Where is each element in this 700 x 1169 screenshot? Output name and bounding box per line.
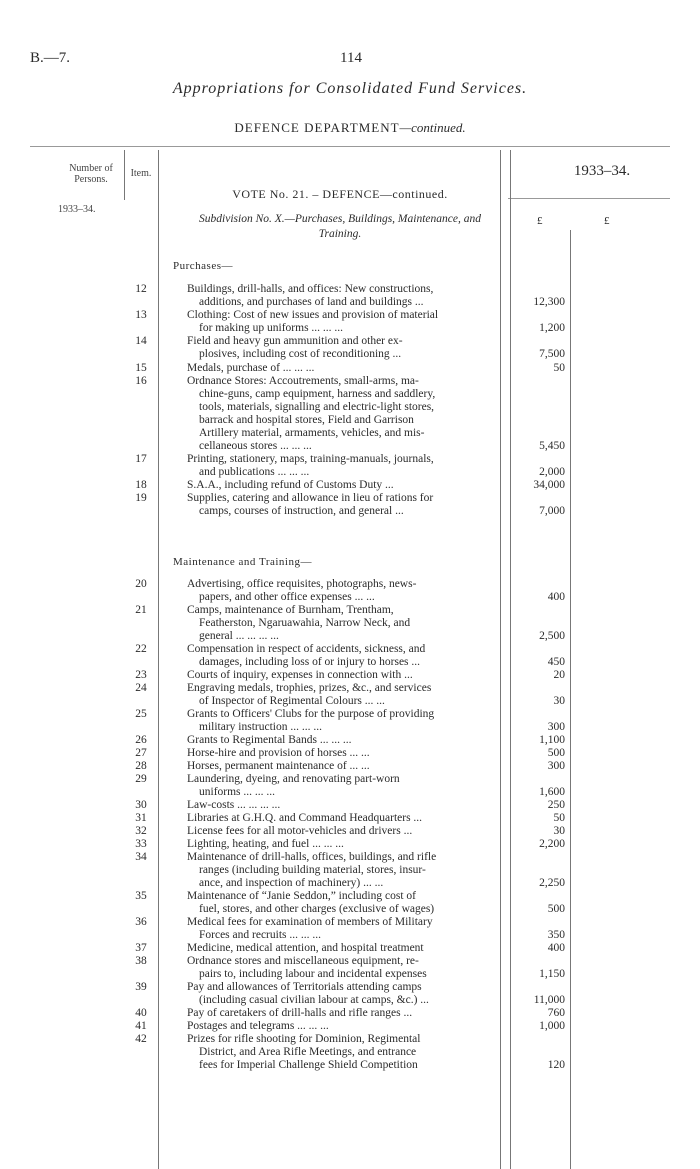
description-line: damages, including loss of or injury to horses ...: [199, 656, 421, 668]
item-description: [187, 773, 497, 799]
item-description: [187, 708, 497, 734]
description-line: fees for Imperial Challenge Shield Competition: [199, 1059, 418, 1071]
item-description: [187, 851, 497, 890]
item-amount: 1,100: [539, 734, 565, 746]
item-description: [187, 479, 497, 492]
persons-divider: [124, 150, 125, 200]
year-rule: [508, 198, 670, 199]
description-line: Supplies, catering and allowance in lieu of rations for: [187, 492, 434, 505]
description-line: Laundering, dyeing, and renovating part-worn: [187, 773, 400, 785]
description-line: for making up uniforms ... ... ...: [199, 322, 344, 335]
item-description: [187, 981, 497, 1007]
description-line: Engraving medals, trophies, prizes, &c., and services: [187, 682, 432, 694]
description-line: ranges (including building material, stores, insur-: [199, 864, 426, 876]
item-amount: 11,000: [533, 994, 565, 1006]
item-description: [187, 799, 497, 812]
item-number: 12: [135, 283, 147, 295]
description-divider: [500, 150, 501, 1169]
item-amount: 2,250: [539, 877, 565, 889]
description-line: Ordnance Stores: Accoutrements, small-arms, ma-: [187, 374, 419, 387]
description-line: Law-costs ... ... ... ...: [187, 799, 281, 811]
item-description: [187, 375, 497, 453]
item-description: [187, 669, 497, 682]
item-description: [187, 604, 497, 643]
item-number: 38: [135, 955, 147, 967]
description-line: Compensation in respect of accidents, sickness, and: [187, 643, 426, 655]
report-reference: B.—7.: [30, 50, 71, 66]
description-line: (including casual civilian labour at camps, &c.) ...: [199, 994, 429, 1006]
item-description: [187, 1033, 497, 1072]
item-amount: 20: [553, 669, 565, 681]
item-number: 23: [135, 669, 147, 681]
item-number: 36: [135, 916, 147, 928]
item-description: [187, 760, 497, 773]
section-maintenance: Maintenance and Training—: [173, 556, 312, 568]
description-line: plosives, including cost of reconditioning ...: [199, 348, 402, 361]
description-line: of Inspector of Regimental Colours ... ...: [199, 695, 385, 707]
description-line: Horse-hire and provision of horses ... ...: [187, 747, 370, 759]
item-amount: 250: [547, 799, 565, 811]
description-line: barrack and hospital stores, Field and Garrison: [199, 413, 414, 426]
item-description: [187, 825, 497, 838]
item-number: 14: [135, 335, 147, 348]
description-line: Pay and allowances of Territorials attending camps: [187, 981, 422, 993]
top-rule: [30, 146, 670, 147]
item-amount: 50: [553, 812, 565, 824]
item-amount: 400: [547, 942, 565, 954]
description-line: Medals, purchase of ... ... ...: [187, 361, 315, 374]
description-line: fuel, stores, and other charges (exclusive of wages): [199, 903, 435, 915]
description-line: camps, courses of instruction, and general ...: [199, 505, 404, 518]
item-description: [187, 955, 497, 981]
item-number: 41: [135, 1020, 147, 1032]
description-line: Horses, permanent maintenance of ... ...: [187, 760, 370, 772]
description-line: general ... ... ... ...: [199, 630, 279, 642]
item-amount: 1,000: [539, 1020, 565, 1032]
item-number: 40: [135, 1007, 147, 1019]
item-number: 29: [135, 773, 147, 785]
item-amount: 760: [547, 1007, 565, 1019]
item-number: 39: [135, 981, 147, 993]
item-description: [187, 682, 497, 708]
item-description: [187, 916, 497, 942]
description-line: Clothing: Cost of new issues and provision of material: [187, 309, 439, 322]
item-description: [187, 890, 497, 916]
description-line: Grants to Regimental Bands ... ... ...: [187, 734, 352, 746]
description-line: papers, and other office expenses ... ...: [199, 591, 375, 603]
item-description: [187, 812, 497, 825]
item-number: 33: [135, 838, 147, 850]
department-name: DEFENCE DEPARTMENT: [234, 120, 400, 135]
description-line: License fees for all motor-vehicles and drivers ...: [187, 825, 413, 837]
item-description: [187, 838, 497, 851]
item-description: [187, 734, 497, 747]
item-amount: 2,000: [539, 466, 565, 478]
vote-heading: VOTE No. 21. – DEFENCE—continued.: [232, 187, 448, 201]
description-line: Ordnance stores and miscellaneous equipment, re-: [187, 955, 419, 967]
item-number: 20: [135, 578, 147, 590]
item-amount: 400: [547, 591, 565, 603]
description-line: Artillery material, armaments, vehicles, and mis-: [199, 426, 425, 439]
description-line: uniforms ... ... ...: [199, 786, 276, 798]
item-amount: 2,200: [539, 838, 565, 850]
description-line: tools, materials, signalling and electric-light stores,: [199, 400, 435, 413]
description-line: Buildings, drill-halls, and offices: New constructions,: [187, 283, 434, 295]
description-line: Grants to Officers' Clubs for the purpose of providing: [187, 708, 435, 720]
description-line: Lighting, heating, and fuel ... ... ...: [187, 838, 344, 850]
item-number: 22: [135, 643, 147, 655]
item-amount: 30: [553, 695, 565, 707]
item-number: 27: [135, 747, 147, 759]
item-number: 17: [135, 453, 147, 465]
item-description: [187, 1007, 497, 1020]
item-amount: 1,600: [539, 786, 565, 798]
description-line: cellaneous stores ... ... ...: [199, 439, 312, 452]
item-number: 28: [135, 760, 147, 772]
item-number: 18: [135, 479, 147, 492]
item-amount: 500: [547, 903, 565, 915]
item-number: 32: [135, 825, 147, 837]
persons-year: 1933–34.: [58, 204, 96, 215]
item-description: [187, 362, 497, 375]
item-heading: Item.: [130, 168, 152, 179]
item-number: 21: [135, 604, 147, 616]
item-number: 25: [135, 708, 147, 720]
item-number: 34: [135, 851, 147, 863]
number-of-persons-heading: Number of Persons.: [69, 163, 113, 185]
item-number: 13: [135, 309, 147, 322]
description-line: Libraries at G.H.Q. and Command Headquarters ...: [187, 812, 423, 824]
description-line: Maintenance of “Janie Seddon,” including cost of: [187, 890, 416, 902]
section-purchases: Purchases—: [173, 260, 233, 272]
item-amount: 34,000: [533, 479, 565, 492]
description-line: chine-guns, camp equipment, harness and saddlery,: [199, 387, 436, 400]
page-title: Appropriations for Consolidated Fund Services.: [172, 80, 528, 97]
item-description: [187, 335, 497, 361]
item-amount: 450: [547, 656, 565, 668]
item-amount: 7,000: [539, 505, 565, 518]
item-number: 16: [135, 374, 147, 387]
item-description: [187, 747, 497, 760]
description-line: Camps, maintenance of Burnham, Trentham,: [187, 604, 394, 616]
item-description: [187, 643, 497, 669]
item-amount: 30: [553, 825, 565, 837]
description-line: Field and heavy gun ammunition and other ex-: [187, 335, 403, 348]
pound-sign-1: £: [537, 215, 543, 227]
amount-col-divider: [570, 230, 571, 1169]
page-number: 114: [340, 50, 362, 66]
item-amount: 50: [553, 361, 565, 374]
description-line: Medicine, medical attention, and hospital treatment: [187, 942, 424, 954]
description-line: District, and Area Rifle Meetings, and entrance: [199, 1046, 417, 1058]
item-amount: 350: [547, 929, 565, 941]
item-number: 24: [135, 682, 147, 694]
description-line: Advertising, office requisites, photographs, news-: [187, 578, 417, 590]
subdivision-heading: Subdivision No. X.—Purchases, Buildings, Maintenance, and Training.: [199, 213, 481, 240]
description-line: Maintenance of drill-halls, offices, buildings, and rifle: [187, 851, 437, 863]
item-number: 15: [135, 361, 147, 374]
department-heading: [0, 120, 700, 136]
description-line: Featherston, Ngaruawahia, Narrow Neck, and: [199, 617, 411, 629]
item-amount: 12,300: [533, 296, 565, 308]
item-amount: 1,200: [539, 322, 565, 335]
item-amount: 300: [547, 760, 565, 772]
item-amount: 1,150: [539, 968, 565, 980]
description-line: Pay of caretakers of drill-halls and rifle ranges ...: [187, 1007, 413, 1019]
item-number: 31: [135, 812, 147, 824]
item-number: 19: [135, 492, 147, 505]
item-divider: [158, 150, 159, 1169]
description-line: S.A.A., including refund of Customs Duty ...: [187, 479, 394, 492]
description-line: additions, and purchases of land and buildings ...: [199, 296, 424, 308]
item-number: 37: [135, 942, 147, 954]
item-description: [187, 453, 497, 479]
item-amount: 300: [547, 721, 565, 733]
item-number: 30: [135, 799, 147, 811]
department-continued: —continued.: [399, 120, 466, 135]
estimate-year: 1933–34.: [573, 163, 631, 179]
item-amount: 5,450: [539, 439, 565, 452]
item-amount: 500: [547, 747, 565, 759]
item-amount: 7,500: [539, 348, 565, 361]
description-line: Medical fees for examination of members of Military: [187, 916, 433, 928]
item-number: 42: [135, 1033, 147, 1045]
item-description: [187, 492, 497, 518]
item-description: [187, 309, 497, 335]
description-line: and publications ... ... ...: [199, 466, 310, 478]
description-line: ance, and inspection of machinery) ... ...: [199, 877, 384, 889]
item-amount: 2,500: [539, 630, 565, 642]
description-line: Printing, stationery, maps, training-manuals, journals,: [187, 453, 434, 465]
description-line: Forces and recruits ... ... ...: [199, 929, 321, 941]
description-line: pairs to, including labour and incidental expenses: [199, 968, 427, 980]
item-description: [187, 283, 497, 309]
item-description: [187, 1020, 497, 1033]
item-description: [187, 942, 497, 955]
pound-sign-2: £: [604, 215, 610, 227]
item-number: 35: [135, 890, 147, 902]
description-line: Courts of inquiry, expenses in connection with ...: [187, 669, 413, 681]
item-description: [187, 578, 497, 604]
description-line: Prizes for rifle shooting for Dominion, Regimental: [187, 1033, 421, 1045]
item-amount: 120: [547, 1059, 565, 1071]
description-line: Postages and telegrams ... ... ...: [187, 1020, 329, 1032]
description-line: military instruction ... ... ...: [199, 721, 322, 733]
item-number: 26: [135, 734, 147, 746]
